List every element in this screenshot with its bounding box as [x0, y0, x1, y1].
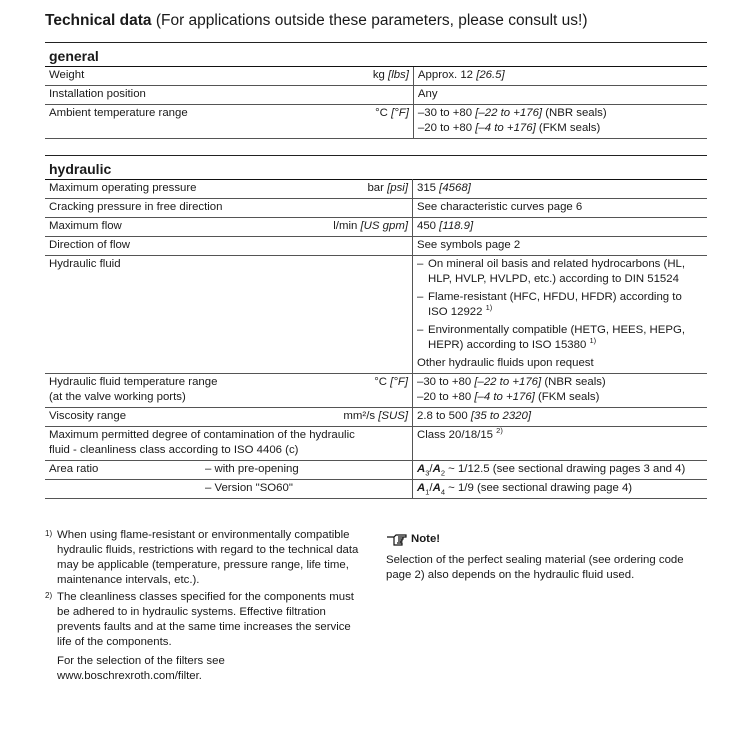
installation-value-cell: Any — [413, 86, 707, 105]
area-ratio-empty-cell — [45, 480, 201, 499]
ambient-label-cell — [45, 105, 413, 139]
list-item: – Flame-resistant (HFC, HFDU, HFDR) according to ISO 12922 $^{1)}$ — [417, 291, 682, 318]
fluid-temp-value-cell: –30 to +80 [–22 to +176] (NBR seals) –20 to +80 [–4 to +176] (FKM seals) — [413, 374, 708, 408]
max-flow-value-cell: 450 [118.9] — [413, 218, 708, 237]
general-table — [45, 66, 707, 139]
fluid-other: Other hydraulic fluids upon request — [417, 357, 594, 369]
table-row — [45, 67, 707, 86]
installation-label-cell — [45, 86, 413, 105]
max-pressure-value-cell: 315 [4568] — [413, 180, 708, 199]
table-row — [45, 461, 707, 480]
footnote-1: 1) When using flame-resistant or environmentally compatible hydraulic fluids, restrictions with regard to the technical data may be applicable (temperature, pressure range, life time, maintenance intervals, etc.). — [45, 529, 359, 586]
note-title: Note! — [411, 533, 441, 545]
note-box — [386, 532, 706, 583]
section-general-heading — [45, 42, 707, 64]
list-item: – Environmentally compatible (HETG, HEES, HEPG, HEPR) according to ISO 15380 $^{1)}$ — [417, 324, 686, 351]
section-hydraulic-heading — [45, 155, 707, 177]
viscosity-value-cell: 2.8 to 500 [35 to 2320] — [413, 408, 708, 427]
weight-label-cell — [45, 67, 413, 86]
pointing-hand-icon — [386, 534, 408, 546]
table-row — [45, 408, 707, 427]
table-row — [45, 427, 707, 461]
cracking-label-cell: Cracking pressure in free direction — [45, 199, 413, 218]
row-label: Ambient temperature range — [49, 107, 188, 119]
area-ratio-value-cell: $A_3/A_2$ ~ 1/12.5 (see sectional drawing pages 3 and 4) — [413, 461, 708, 480]
viscosity-label-cell: Viscosity range mm²/s [SUS] — [45, 408, 413, 427]
table-row — [45, 256, 707, 374]
table-row — [45, 237, 707, 256]
direction-value-cell: See symbols page 2 — [413, 237, 708, 256]
note-header — [386, 532, 706, 547]
title-rest: (For applications outside these parameters, please consult us!) — [151, 12, 588, 29]
table-row — [45, 199, 707, 218]
contamination-label-cell: Maximum permitted degree of contamination of the hydraulic fluid - cleanliness class according to ISO 4406 (c) — [45, 427, 413, 461]
area-ratio-variant-cell: – Version "SO60" — [201, 480, 413, 499]
footnotes — [45, 528, 365, 684]
row-label: Weight — [49, 69, 85, 81]
table-row — [45, 480, 707, 499]
fluid-list — [417, 257, 703, 353]
section-hydraulic-label: hydraulic — [49, 161, 112, 177]
section-general-label: general — [49, 48, 99, 64]
hydraulic-table — [45, 179, 707, 499]
fluid-label-cell: Hydraulic fluid — [45, 256, 413, 374]
row-label: Installation position — [49, 88, 146, 100]
contamination-value-cell: Class 20/18/15 $^{2)}$ — [413, 427, 708, 461]
table-row — [45, 374, 707, 408]
footnote-filter-link: For the selection of the filters see www.boschrexroth.com/filter. — [57, 655, 225, 682]
max-flow-label-cell: Maximum flow l/min [US gpm] — [45, 218, 413, 237]
fluid-value-cell — [413, 256, 708, 374]
ambient-value-cell: –30 to +80 [–22 to +176] (NBR seals) –20 to +80 [–4 to +176] (FKM seals) — [413, 105, 707, 139]
table-row — [45, 105, 707, 139]
area-ratio-value-cell: $A_1/A_4$ ~ 1/9 (see sectional drawing page 4) — [413, 480, 708, 499]
table-row — [45, 86, 707, 105]
table-row — [45, 218, 707, 237]
list-item: – On mineral oil basis and related hydrocarbons (HL, HLP, HVLP, HVLPD, etc.) according to DIN 51524 — [417, 258, 686, 285]
cracking-value-cell: See characteristic curves page 6 — [413, 199, 708, 218]
max-pressure-label-cell: Maximum operating pressure bar [psi] — [45, 180, 413, 199]
fluid-temp-label-cell: Hydraulic fluid temperature range °C [°F] (at the valve working ports) — [45, 374, 413, 408]
page-title — [45, 12, 587, 30]
direction-label-cell: Direction of flow — [45, 237, 413, 256]
note-text: Selection of the perfect sealing material (see ordering code page 2) also depends on the hydraulic fluid used. — [386, 554, 684, 581]
row-unit: °C [°F] — [375, 107, 409, 119]
title-bold: Technical data — [45, 12, 152, 29]
area-ratio-variant-cell: – with pre-opening — [201, 461, 413, 480]
footnote-2: 2) The cleanliness classes specified for the components must be adhered to in hydraulic systems. Effective filtration prevents faults and at the same time increases the service life of the components. — [45, 591, 354, 648]
weight-value-cell: Approx. 12 [26.5] — [413, 67, 707, 86]
table-row — [45, 180, 707, 199]
area-ratio-label-cell: Area ratio — [45, 461, 201, 480]
row-unit: kg [lbs] — [372, 69, 409, 81]
